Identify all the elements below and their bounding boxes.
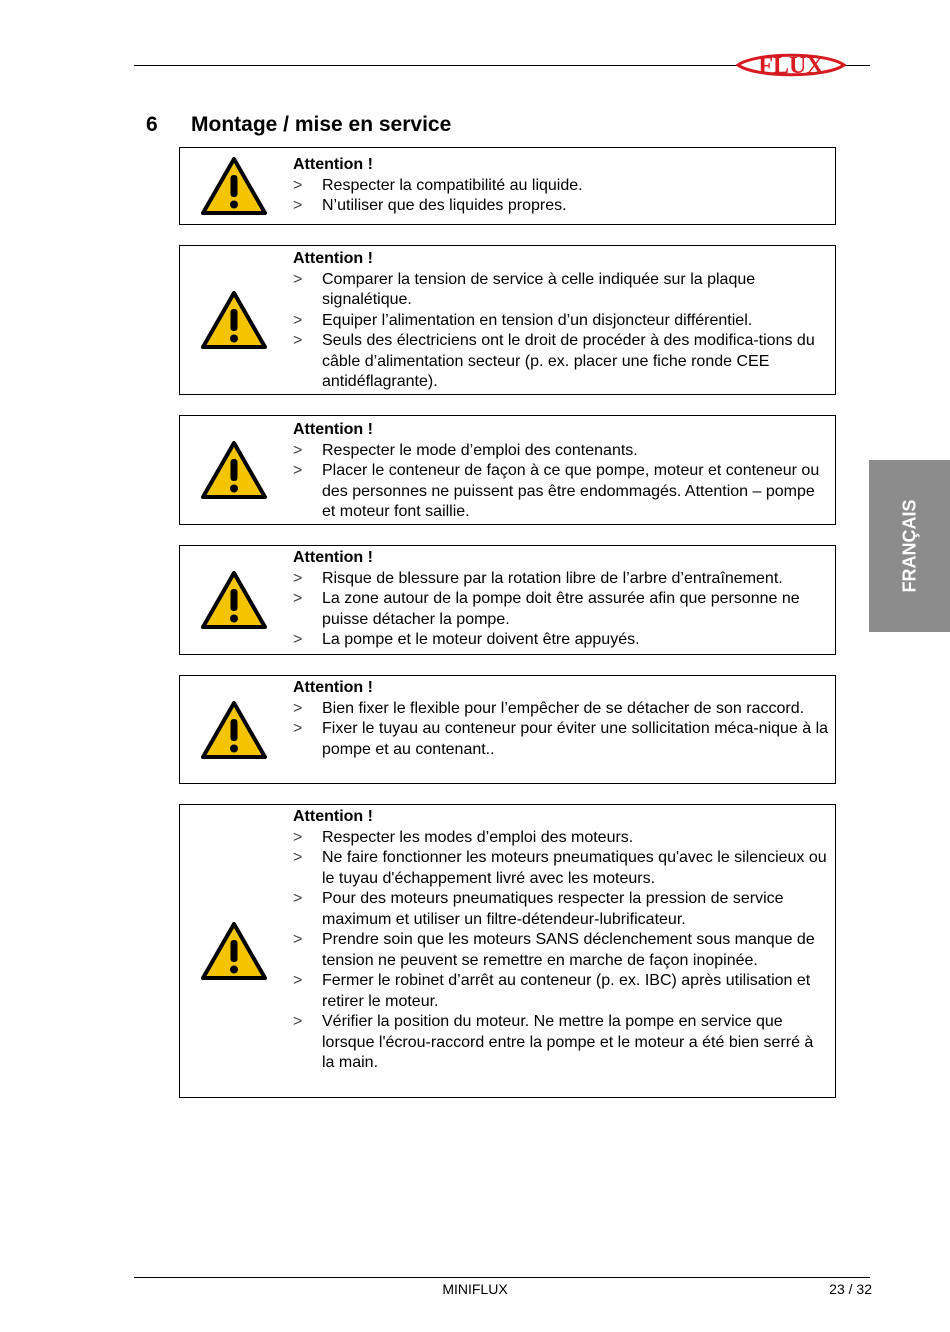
bullet: >: [293, 631, 303, 648]
warning-triangle-icon: [200, 290, 268, 350]
warning-list: [293, 176, 829, 217]
warning-content: [293, 155, 829, 217]
warning-content: [293, 249, 829, 393]
warning-content: [293, 807, 829, 1074]
warning-content: [293, 548, 829, 651]
warning-box-2: [179, 245, 836, 395]
warning-heading: Attention !: [293, 679, 373, 696]
warning-list: [293, 569, 829, 651]
warning-box-3: [179, 415, 836, 525]
footer-rule: [134, 1277, 870, 1278]
list-item: > Respecter les modes d’emploi des moteurs.: [293, 828, 829, 849]
warning-heading: Attention !: [293, 549, 373, 566]
warning-heading: Attention !: [293, 156, 373, 173]
section-title: [146, 113, 451, 137]
list-item: > La zone autour de la pompe doit être assurée afin que personne ne puisse détacher la pompe.: [293, 590, 800, 628]
section-heading: Montage / mise en service: [191, 113, 452, 136]
language-tab[interactable]: [869, 460, 950, 632]
list-item: > N’utiliser que des liquides propres.: [293, 196, 829, 217]
list-item: > Vérifier la position du moteur. Ne mettre la pompe en service que lorsque l'écrou-raccord entre la pompe et le moteur a été bien serré à la main.: [293, 1013, 814, 1071]
warning-triangle-icon: [200, 921, 268, 981]
list-item: > Fermer le robinet d’arrêt au conteneur (p. ex. IBC) après utilisation et retirer le moteur.: [293, 972, 811, 1010]
bullet: >: [293, 699, 303, 717]
list-item: > Ne faire fonctionner les moteurs pneumatiques qu'avec le silencieux ou le tuyau d'échappement livré avec les moteurs.: [293, 849, 827, 887]
bullet: >: [293, 720, 303, 737]
warning-triangle-icon: [200, 440, 268, 500]
list-item: > Risque de blessure par la rotation libre de l’arbre d’entraînement.: [293, 569, 829, 590]
footer-title: MINIFLUX: [442, 1281, 508, 1297]
bullet: >: [293, 569, 303, 587]
bullet: >: [293, 931, 303, 948]
warning-list: [293, 828, 829, 1074]
bullet: >: [293, 972, 303, 989]
logo-text: FLUX: [758, 53, 824, 79]
warning-list: [293, 699, 829, 761]
bullet: >: [293, 890, 303, 907]
warning-heading: Attention !: [293, 250, 373, 267]
list-item: > Bien fixer le flexible pour l’empêcher de se détacher de son raccord.: [293, 699, 829, 720]
list-item: > Prendre soin que les moteurs SANS déclenchement sous manque de tension ne peuvent se remettre en marche de façon inopinée.: [293, 931, 815, 969]
warning-heading: Attention !: [293, 421, 373, 438]
warning-box-4: [179, 545, 836, 655]
list-item: > La pompe et le moteur doivent être appuyés.: [293, 630, 829, 651]
list-item: > Pour des moteurs pneumatiques respecter la pression de service maximum et utiliser un filtre-détendeur-lubrificateur.: [293, 890, 784, 928]
list-item: > Equiper l’alimentation en tension d’un disjoncteur différentiel.: [293, 311, 829, 332]
warning-list: [293, 270, 829, 393]
list-item: > Seuls des électriciens ont le droit de procéder à des modifica-tions du câble d’alimentation secteur (p. ex. placer une fiche ronde CEE antidéflagrante).: [293, 332, 815, 390]
bullet: >: [293, 332, 303, 349]
warning-content: [293, 420, 829, 523]
list-item: > Placer le conteneur de façon à ce que pompe, moteur et conteneur ou des personnes ne puissent pas être endommagés. Attention – pompe et moteur font saillie.: [293, 462, 820, 520]
warning-triangle-icon: [200, 156, 268, 216]
bullet: >: [293, 828, 303, 846]
bullet: >: [293, 849, 303, 866]
warning-heading: Attention !: [293, 808, 373, 825]
warning-box-5: [179, 675, 836, 784]
warning-box-1: [179, 147, 836, 225]
list-item: > Fixer le tuyau au conteneur pour éviter une sollicitation méca-nique à la pompe et au contenant..: [293, 720, 829, 758]
bullet: >: [293, 1013, 303, 1030]
bullet: >: [293, 590, 303, 607]
bullet: >: [293, 441, 303, 459]
warning-list: [293, 441, 829, 523]
bullet: >: [293, 270, 303, 288]
section-number: 6: [146, 113, 158, 136]
language-tab-label: FRANÇAIS: [899, 499, 919, 593]
bullet: >: [293, 311, 303, 329]
warning-content: [293, 678, 829, 760]
bullet: >: [293, 462, 303, 479]
warning-triangle-icon: [200, 700, 268, 760]
bullet: >: [293, 197, 303, 214]
list-item: > Respecter la compatibilité au liquide.: [293, 176, 829, 197]
list-item: > Respecter le mode d’emploi des contenants.: [293, 441, 829, 462]
page-number: 23 / 32: [829, 1281, 872, 1297]
flux-logo: [736, 46, 846, 84]
bullet: >: [293, 176, 303, 194]
warning-box-6: [179, 804, 836, 1098]
warning-triangle-icon: [200, 570, 268, 630]
list-item: > Comparer la tension de service à celle indiquée sur la plaque signalétique.: [293, 270, 756, 308]
